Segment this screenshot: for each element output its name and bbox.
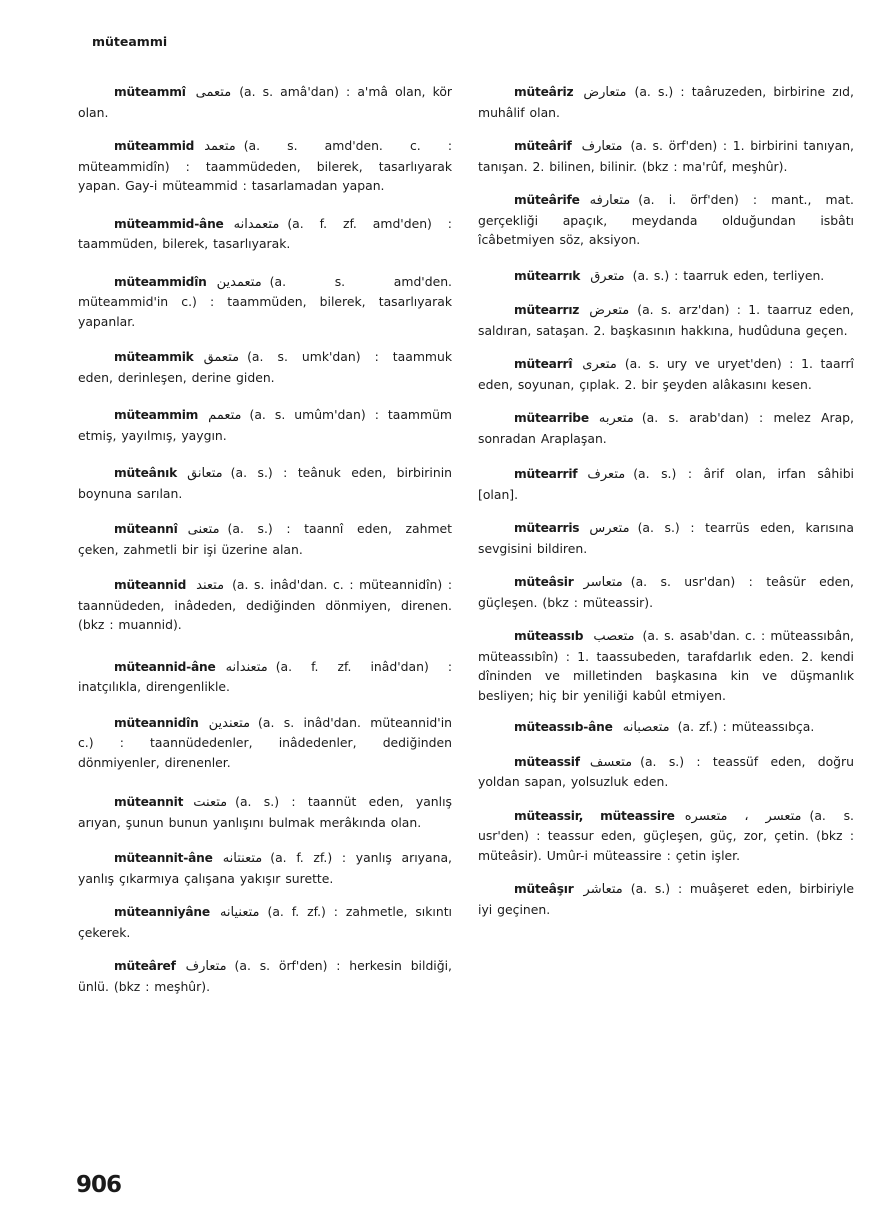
entry-definition: (a. s. inâd'dan. müteannid'in c.) : taannüdedenler, inâdedenler, dediğinden dönmiyenler, direnenler.: [78, 714, 452, 770]
entry-headword: mütearris: [514, 521, 580, 535]
dictionary-entry: [478, 717, 854, 738]
entry-definition: (a. s. örf'den) : herkesin bildiği, ünlü. (bkz : meşhûr).: [78, 958, 452, 994]
entry-definition: (a. s. usr'den) : teassur eden, güçleşen, güç, zor, çetin. (bkz : müteâsir). Umûr-i müteassire : çetin işler.: [478, 807, 854, 863]
entry-headword: mütearrif: [514, 467, 578, 481]
entry-arabic-script: متعارض: [583, 85, 627, 100]
entry-arabic-script: متعرى: [582, 357, 617, 372]
entry-arabic-script: متعمم: [208, 408, 242, 423]
entry-definition: (a. zf.) : müteassıbça.: [677, 719, 815, 734]
dictionary-entry: [478, 190, 854, 250]
right-column: [478, 82, 854, 919]
entry-headword: mütearrık: [514, 268, 581, 283]
entry-arabic-script: متعرض: [589, 303, 630, 318]
entry-arabic-script: متعنى: [187, 522, 220, 537]
entry-headword: müteannit: [114, 795, 184, 809]
dictionary-entry: [78, 405, 452, 445]
dictionary-entry: [478, 300, 854, 340]
entry-arabic-script: متعنيانه: [219, 905, 260, 920]
entry-definition: (a. s.) : teassüf eden, doğru yoldan sapan, yolsuzluk eden.: [478, 753, 854, 789]
dictionary-entry: [478, 626, 854, 705]
dictionary-entry: [478, 266, 854, 287]
entry-definition: (a. s.) : teânuk eden, birbirinin boynuna sarılan.: [78, 465, 452, 501]
entry-headword: müteâriz: [514, 85, 574, 99]
entry-headword: müteassıb: [514, 629, 584, 643]
left-column: [78, 82, 452, 996]
entry-arabic-script: متعندين: [208, 715, 251, 731]
entry-definition: (a. s. amd'den. c. : müteammidîn) : taammüdeden, bilerek, tasarlıyarak yapan. Gay-i müteammid : tasarlamadan yapan.: [78, 138, 452, 193]
dictionary-entry: [78, 463, 452, 503]
entry-definition: (a. s. örf'den) : 1. birbirini tanıyan, tanışan. 2. bilinen, bilinir. (bkz : ma'rûf, meşhûr).: [478, 138, 854, 174]
entry-arabic-script: متعمى: [195, 85, 232, 100]
entry-headword: müteannid: [114, 578, 187, 592]
entry-arabic-script: متعرف: [587, 467, 626, 482]
entry-definition: (a. s.) : taannüt eden, yanlış arıyan, şunun bunun yanlışını bulmak merâkında olan.: [78, 794, 452, 830]
entry-definition: (a. s. amd'den. müteammid'in c.) : taammüden, bilerek, tasarlıyarak yapanlar.: [78, 273, 452, 329]
entry-headword: müteâsir: [514, 575, 574, 589]
dictionary-entry: [78, 519, 452, 559]
entry-definition: (a. s. ury ve uryet'den) : 1. taarrî eden, soyunan, çıplak. 2. bir şeyden alâkasını kesen.: [478, 356, 854, 392]
entry-headword: müteammim: [114, 408, 199, 422]
entry-headword: müteammidîn: [114, 274, 207, 289]
entry-arabic-script: متعمق: [203, 350, 240, 365]
entry-headword: müteânık: [114, 466, 178, 480]
entry-headword: müteâşır: [514, 882, 574, 896]
entry-headword: müteannid-âne: [114, 659, 216, 674]
entry-definition: (a. f. zf.) : zahmetle, sıkıntı çekerek.: [78, 904, 452, 940]
dictionary-entry: [478, 136, 854, 176]
dictionary-entry: [478, 752, 854, 792]
entry-arabic-script: متعارف: [581, 139, 623, 154]
entry-arabic-script: متعارفه: [589, 193, 631, 208]
dictionary-entry: [478, 806, 854, 866]
entry-arabic-script: متعمدانه: [233, 216, 280, 232]
entry-headword: müteanniyâne: [114, 905, 210, 919]
entry-arabic-script: متعربه: [598, 411, 634, 426]
entry-headword: müteârife: [514, 193, 580, 207]
entry-arabic-script: متعصب: [593, 629, 635, 644]
entry-headword: müteammid-âne: [114, 216, 224, 231]
dictionary-entry: [478, 82, 854, 122]
dictionary-entry: [478, 408, 854, 448]
entry-headword: müteannidîn: [114, 715, 199, 730]
entry-definition: (a. s. umk'dan) : taammuk eden, derinleşen, derine giden.: [78, 349, 452, 385]
entry-headword: müteassıb-âne: [514, 720, 613, 734]
entry-definition: (a. s.) : taarruk eden, terliyen.: [632, 267, 825, 283]
entry-arabic-script: متعاسر: [583, 575, 623, 590]
dictionary-entry: [478, 518, 854, 558]
entry-arabic-script: متعرس: [589, 521, 630, 536]
dictionary-entry: [478, 572, 854, 612]
entry-arabic-script: متعارف: [185, 959, 227, 974]
entry-headword: müteammik: [114, 350, 194, 364]
entry-headword: müteassif: [514, 754, 580, 769]
entry-arabic-script: متعسر ، متعسره: [684, 808, 802, 824]
dictionary-entry: [78, 956, 452, 996]
entry-arabic-script: متعمد: [204, 139, 236, 154]
dictionary-entry: [78, 136, 452, 196]
dictionary-entry: [78, 214, 452, 254]
entry-arabic-script: متعمدين: [216, 274, 262, 290]
entry-arabic-script: متعند: [196, 578, 225, 593]
dictionary-entry: [478, 354, 854, 394]
entry-definition: (a. s. arz'dan) : 1. taarruz eden, saldıran, sataşan. 2. başkasının hakkına, hudûduna geçen.: [478, 302, 854, 338]
dictionary-entry: [78, 657, 452, 697]
entry-definition: (a. s. amâ'dan) : a'mâ olan, kör olan.: [78, 84, 452, 120]
dictionary-entry: [78, 347, 452, 387]
entry-definition: (a. s. arab'dan) : melez Arap, sonradan Araplaşan.: [478, 410, 854, 446]
entry-headword: müteassir, müteassire: [514, 808, 675, 823]
entry-definition: (a. s. umûm'dan) : taammüm etmiş, yayılmış, yaygın.: [78, 407, 452, 443]
dictionary-entry: [78, 272, 452, 332]
dictionary-entry: [78, 848, 452, 888]
entry-headword: müteammid: [114, 139, 195, 153]
entry-definition: (a. f. zf. inâd'dan) : inatçılıkla, direngenlikle.: [78, 658, 452, 694]
dictionary-entry: [78, 575, 452, 635]
entry-definition: (a. s.) : ârif olan, irfan sâhibi [olan].: [478, 466, 854, 502]
dictionary-entry: [78, 713, 452, 773]
dictionary-entry: [78, 902, 452, 942]
dictionary-entry: [78, 82, 452, 122]
dictionary-entry: [478, 464, 854, 504]
dictionary-entry: [78, 792, 452, 832]
entry-definition: (a. s.) : taannî eden, zahmet çeken, zahmetli bir işi üzerine alan.: [78, 521, 452, 557]
entry-definition: (a. f. zf.) : yanlış arıyana, yanlış çıkarmıya çalışana yakışır surette.: [78, 850, 452, 886]
page-number: 906: [76, 1172, 122, 1198]
entry-definition: (a. s.) : taâruzeden, birbirine zıd, muhâlif olan.: [478, 84, 854, 120]
entry-definition: (a. f. zf. amd'den) : taammüden, bilerek, tasarlıyarak.: [78, 215, 452, 251]
entry-arabic-script: متعسف: [589, 754, 633, 770]
entry-definition: (a. s. usr'dan) : teâsür eden, güçleşen. (bkz : müteassir).: [478, 574, 854, 610]
entry-arabic-script: متعنت: [193, 795, 228, 810]
entry-arabic-script: متعاشر: [583, 882, 623, 897]
entry-headword: müteâref: [114, 959, 176, 973]
entry-headword: mütearrız: [514, 303, 580, 317]
entry-definition: (a. s.) : tearrüs eden, karısına sevgisini bildiren.: [478, 520, 854, 556]
entry-arabic-script: متعنتانه: [222, 851, 263, 866]
entry-definition: (a. s. asab'dan. c. : müteassıbân, müteassıbîn) : 1. taassubeden, tarafdarlık eden. 2. kendi dîninden ve milletinden başkasına kin ve düşmanlık besliyen; hiç bir yeniliği kabûl etmiyen.: [478, 628, 854, 703]
entry-arabic-script: متعصبانه: [622, 720, 670, 735]
entry-headword: müteârif: [514, 139, 572, 153]
entry-headword: müteannit-âne: [114, 851, 213, 865]
entry-headword: müteannî: [114, 522, 178, 536]
entry-definition: (a. s.) : muâşeret eden, birbiriyle iyi geçinen.: [478, 881, 854, 917]
entry-arabic-script: متعانق: [187, 466, 223, 481]
running-head: müteammi: [92, 34, 168, 49]
entry-arabic-script: متعرق: [590, 268, 625, 284]
entry-headword: müteammî: [114, 85, 186, 99]
entry-headword: mütearribe: [514, 411, 589, 425]
entry-definition: (a. s. inâd'dan. c. : müteannidîn) : taannüdeden, inâdeden, dediğinden dönmiyen, direnen. (bkz : muannid).: [78, 577, 452, 632]
dictionary-entry: [478, 879, 854, 919]
entry-headword: mütearrî: [514, 357, 573, 371]
entry-arabic-script: متعندانه: [225, 659, 268, 675]
entry-definition: (a. i. örf'den) : mant., mat. gerçekliği apaçık, meydanda olduğundan isbâtı îcâbetmiyen söz, aksiyon.: [478, 192, 854, 247]
